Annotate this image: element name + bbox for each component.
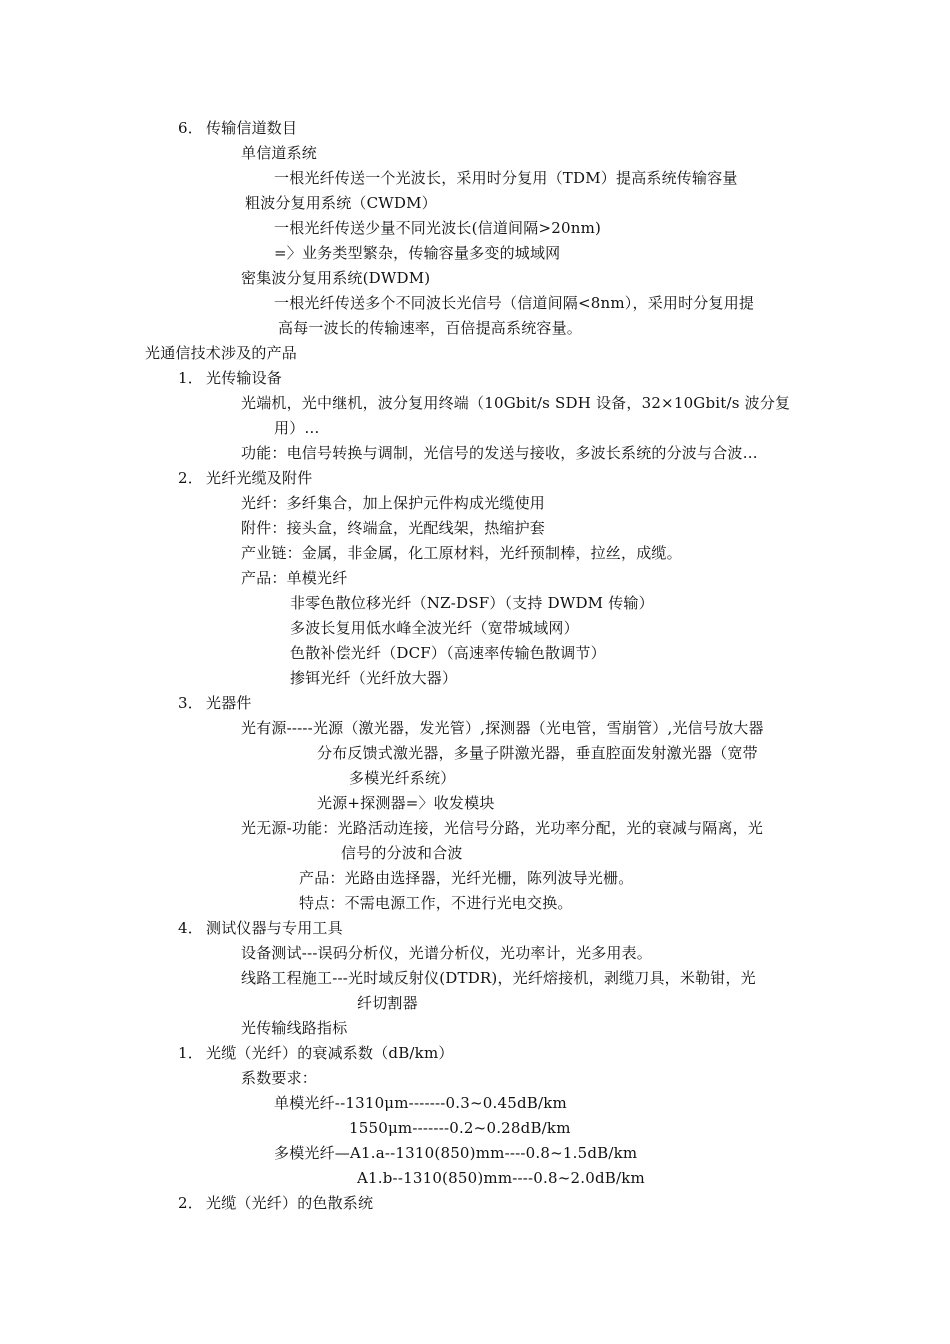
active-devices-4: 光源+探测器=〉收发模块	[317, 794, 495, 812]
passive-devices-4: 特点：不需电源工作，不进行光电交换。	[299, 894, 573, 912]
indicator-item-2	[178, 1193, 373, 1213]
fiber-desc: 光纤：多纤集合，加上保护元件构成光缆使用	[241, 494, 546, 512]
indicators-heading: 光传输线路指标	[241, 1019, 348, 1037]
item-number: 2．	[178, 1194, 203, 1212]
test-instruments-3: 纤切割器	[357, 994, 418, 1012]
transmission-equipment-list: 光端机，光中继机，波分复用终端（10Gbit/s SDH 设备，32×10Gbit/s 波分复	[241, 394, 791, 412]
test-instruments-1: 设备测试---误码分析仪，光谱分析仪，光功率计，光多用表。	[241, 944, 653, 962]
multi-mode-a1b: A1.b--1310(850)mm----0.8~2.0dB/km	[357, 1169, 645, 1187]
passive-devices-1: 光无源-功能：光路活动连接，光信号分路，光功率分配，光的衰减与隔离，光	[241, 819, 764, 837]
active-devices-3: 多模光纤系统）	[349, 769, 456, 787]
item-title: 光缆（光纤）的衰减系数（dB/km）	[206, 1044, 454, 1062]
dwdm-desc-2: 高每一波长的传输速率，百倍提高系统容量。	[278, 319, 583, 337]
section-title: 传输信道数目	[206, 119, 298, 137]
item-title: 光纤光缆及附件	[206, 469, 313, 487]
fiber-product-1: 非零色散位移光纤（NZ-DSF）（支持 DWDM 传输）	[290, 594, 654, 612]
dwdm-title: 密集波分复用系统(DWDM)	[241, 269, 431, 287]
item-title: 光传输设备	[206, 369, 283, 387]
indicator-item-1	[178, 1043, 454, 1063]
transmission-equipment-function: 功能：电信号转换与调制，光信号的发送与接收，多波长系统的分波与合波…	[241, 444, 758, 462]
single-mode-1310: 单模光纤--1310μm-------0.3~0.45dB/km	[274, 1094, 567, 1112]
item-number: 2．	[178, 469, 203, 487]
passive-devices-3: 产品：光路由选择器，光纤光栅，陈列波导光栅。	[299, 869, 634, 887]
accessories-desc: 附件：接头盒，终端盒，光配线架，热缩护套	[241, 519, 546, 537]
product-item-4	[178, 918, 343, 938]
fiber-product-4: 掺铒光纤（光纤放大器）	[290, 669, 458, 687]
item-number: 4．	[178, 919, 203, 937]
item-number: 1．	[178, 369, 203, 387]
products-heading: 光通信技术涉及的产品	[145, 344, 298, 362]
section-number: 6．	[178, 119, 203, 137]
fiber-product-3: 色散补偿光纤（DCF）（高速率传输色散调节）	[290, 644, 606, 662]
product-item-3	[178, 693, 252, 713]
single-channel-desc: 一根光纤传送一个光波长，采用时分复用（TDM）提高系统传输容量	[274, 169, 738, 187]
single-channel-title: 单信道系统	[241, 144, 318, 162]
test-instruments-2: 线路工程施工---光时域反射仪(DTDR)，光纤熔接机，剥缆刀具，米勒钳，光	[241, 969, 756, 987]
dwdm-desc-1: 一根光纤传送多个不同波长光信号（信道间隔<8nm），采用时分复用提	[274, 294, 755, 312]
transmission-equipment-list-cont: 用）…	[274, 419, 320, 437]
active-devices-2: 分布反馈式激光器，多量子阱激光器，垂直腔面发射激光器（宽带	[317, 744, 758, 762]
fiber-product-label: 产品：单模光纤	[241, 569, 348, 587]
item-number: 3．	[178, 694, 203, 712]
passive-devices-2: 信号的分波和合波	[341, 844, 463, 862]
coefficient-requirement: 系数要求：	[241, 1069, 318, 1087]
cwdm-desc-1: 一根光纤传送少量不同光波长(信道间隔>20nm)	[274, 219, 602, 237]
product-item-1	[178, 368, 282, 388]
item-title: 光缆（光纤）的色散系统	[206, 1194, 374, 1212]
cwdm-desc-2: =〉业务类型繁杂，传输容量多变的城域网	[274, 244, 561, 262]
item-title: 测试仪器与专用工具	[206, 919, 343, 937]
product-item-2	[178, 468, 312, 488]
single-mode-1550: 1550μm-------0.2~0.28dB/km	[349, 1119, 571, 1137]
section-6-heading	[178, 118, 297, 138]
fiber-product-2: 多波长复用低水峰全波光纤（宽带城域网）	[290, 619, 579, 637]
item-title: 光器件	[206, 694, 252, 712]
item-number: 1．	[178, 1044, 203, 1062]
cwdm-title: 粗波分复用系统（CWDM）	[245, 194, 437, 212]
active-devices-1: 光有源-----光源（激光器，发光管）,探测器（光电管，雪崩管）,光信号放大器	[241, 719, 764, 737]
multi-mode-a1a: 多模光纤—A1.a--1310(850)mm----0.8~1.5dB/km	[274, 1144, 638, 1162]
industry-chain-desc: 产业链：金属，非金属，化工原材料，光纤预制棒，拉丝，成缆。	[241, 544, 682, 562]
